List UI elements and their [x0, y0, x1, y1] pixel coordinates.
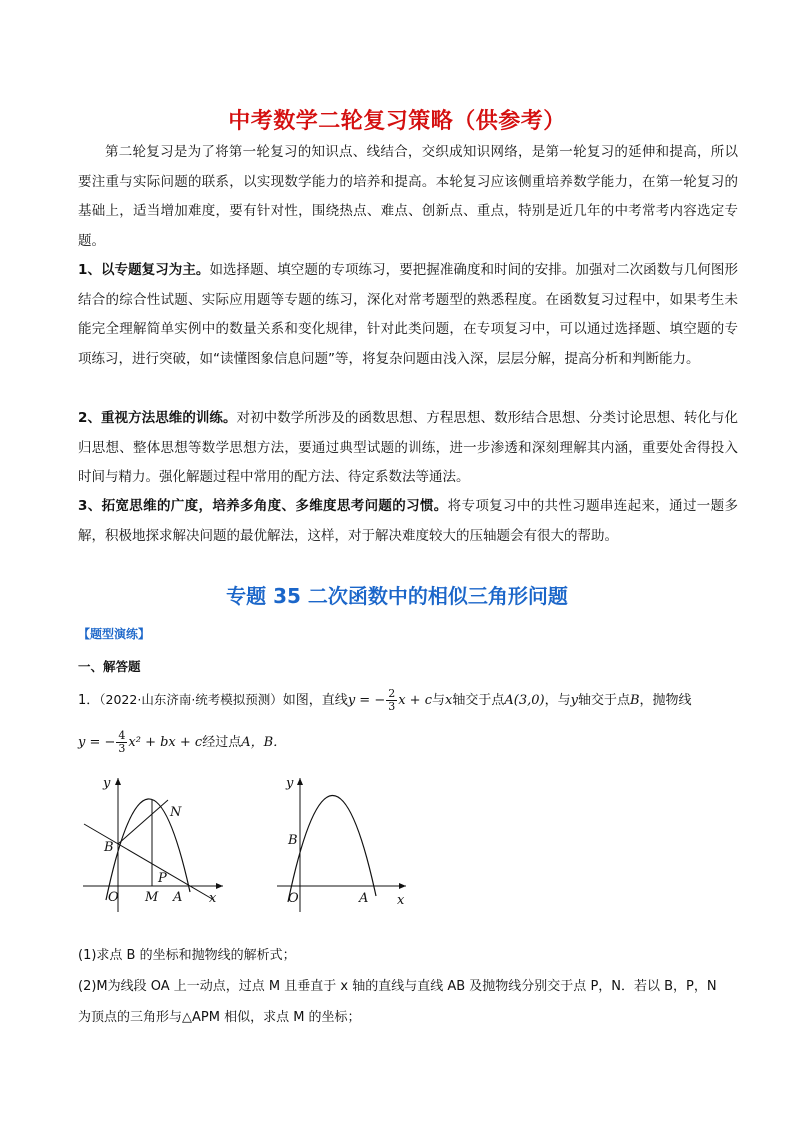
fig1-label-b: B: [104, 840, 114, 855]
fig1-label-a: A: [173, 890, 183, 905]
section-heading: 一、解答题: [78, 659, 141, 674]
fig1-label-o: O: [108, 890, 119, 905]
question-1-part-2-line-1: (2)M为线段 OA 上一动点，过点 M 且垂直于 x 轴的直线与直线 AB 及抛物线分别交于点 P，N．若以 B，P，N: [78, 979, 717, 994]
strategy-2-body: 对初中数学所涉及的函数思想、方程思想、数形结合思想、分类讨论思想、转化与化归思想、整体思想等数学思想方法，要通过典型试题的训练，进一步渗透和深刻理解其内涵，重要处舍得投入时间与精力。强化解题过程中常用的配方法、待定系数法等通法。: [78, 410, 738, 485]
strategy-1-heading: 1、以专题复习为主。: [78, 262, 210, 278]
line-fraction: $\frac{2}{3}$: [388, 687, 396, 713]
strategy-1-body: 如选择题、填空题的专项练习，要把握准确度和时间的安排。加强对二次函数与几何图形结合的综合性试题、实际应用题等专题的练习，深化对常考题型的熟悉程度。在函数复习过程中，如果考生未能完全理解简单实例中的数量关系和变化规律，针对此类问题，在专项复习中，可以通过选择题、填空题的专项练习，进行突破，如“读懂图象信息问题”等，将复杂问题由浅入深，层层分解，提高分析和判断能力。: [78, 262, 738, 367]
x-axis-arrow: [216, 883, 223, 889]
figure-2-graph: [272, 772, 412, 914]
fig2-label-x: x: [397, 893, 405, 908]
strategy-3-heading: 3、拓宽思维的广度，培养多角度、多维度思考问题的习惯。: [78, 498, 448, 514]
point-b: B: [629, 693, 640, 708]
question-1-part-2-line-2: 为顶点的三角形与△APM 相似，求点 M 的坐标；: [78, 1010, 361, 1025]
parabola-fraction: $\frac{4}{3}$: [118, 729, 126, 755]
fig2-label-o: O: [288, 891, 299, 906]
segment-bn: [118, 800, 168, 844]
question-1-line-1: 1．（2022·山东济南·统考模拟预测）如图，直线y = − $\frac{2}{3}$ x + c与x轴交于点A(3,0)，与y轴交于点B，抛物线: [78, 687, 692, 713]
topic-title: 专题 35 二次函数中的相似三角形问题: [226, 584, 568, 608]
parabola-equation-rhs: x² + bx + c: [128, 735, 203, 750]
fig2-label-y: y: [286, 776, 294, 791]
strategy-3-body: 将专项复习中的共性习题串连起来，通过一题多解，积极地探求解决问题的最优解法，这样，对于解决难度较大的压轴题会有很大的帮助。: [78, 498, 738, 544]
y-axis-arrow: [297, 778, 303, 785]
fig2-label-b: B: [288, 833, 298, 848]
y-axis-arrow: [115, 778, 121, 785]
strategy-2: [78, 404, 738, 493]
fig2-label-a: A: [359, 891, 369, 906]
fig1-label-m: M: [145, 890, 159, 905]
question-source: （2022·山东济南·统考模拟预测）: [99, 692, 283, 707]
fig1-label-x: x: [209, 891, 217, 906]
x-axis-arrow: [399, 883, 406, 889]
page-title: 中考数学二轮复习策略（供参考）: [228, 109, 566, 134]
intro-paragraph: 第二轮复习是为了将第一轮复习的知识点、线结合，交织成知识网络，是第一轮复习的延伸和提高，所以要注重与实际问题的联系，以实现数学能力的培养和提高。本轮复习应该侧重培养数学能力，在第一轮复习的基础上，适当增加难度，要有针对性，围绕热点、难点、创新点、重点，特别是近几年的中考常考内容选定专题。: [78, 144, 738, 249]
fig1-label-y-axis: y: [103, 776, 111, 791]
line-equation-rhs: x + c: [398, 693, 432, 708]
figure-1-graph: [78, 772, 228, 914]
line-equation-lhs: y = −: [347, 693, 386, 708]
point-a: A(3,0): [504, 693, 545, 708]
section-tag: 【题型演练】: [78, 627, 151, 641]
question-1-part-1: (1)求点 B 的坐标和抛物线的解析式；: [78, 948, 296, 963]
fig1-label-n: N: [170, 805, 182, 820]
fig1-label-p: P: [158, 871, 167, 886]
line-ab: [84, 824, 214, 900]
strategy-1: [78, 256, 738, 374]
parabola-equation-lhs: y = −: [78, 735, 116, 750]
strategy-3: [78, 492, 738, 551]
strategy-2-heading: 2、重视方法思维的训练。: [78, 410, 237, 426]
question-1-line-2: y = − $\frac{4}{3}$ x² + bx + c经过点A，B．: [78, 729, 287, 755]
